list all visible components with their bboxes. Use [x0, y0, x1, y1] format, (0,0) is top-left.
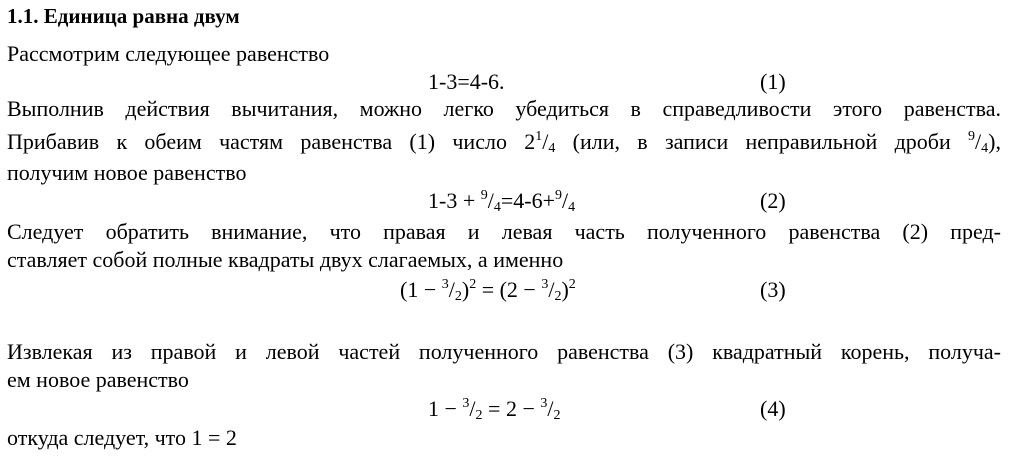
equation-2: $1-3 + ^9/_4=4-6+^9/_4$: [428, 188, 576, 215]
equation-3: $(1 - ^3/_2)^2 = (2 - ^3/_2)^2$: [400, 277, 576, 304]
equation-1-number: (1): [760, 69, 786, 94]
equation-4: $1 - ^3/_2 = 2 - ^3/_2$: [428, 396, 561, 423]
mixed-fraction-denominator: 4: [548, 141, 556, 156]
paragraph-line: ем новое равенство: [7, 367, 189, 392]
paragraph-line: Прибавив к обеим частям равенства (1) число $2^1/_4$ (или, в записи неправильной дроби $^9/_4$),: [7, 129, 1001, 156]
mixed-fraction-numerator: 1: [535, 129, 543, 144]
fraction-numerator: 9: [968, 129, 976, 144]
paragraph-line: ставляет собой полные квадраты двух слагаемых, а именно: [7, 247, 564, 272]
equation-3-number: (3): [760, 277, 786, 302]
fraction-denominator: 4: [981, 141, 989, 156]
section-heading: 1.1. Единица равна двум: [7, 4, 240, 28]
equation-4-number: (4): [760, 396, 786, 421]
paragraph-line: Следует обратить внимание, что правая и левая часть полученного равенства (2) пред-: [7, 219, 1001, 244]
equation-1: 1-3=4-6.: [428, 69, 505, 94]
paragraph-line: Выполнив действия вычитания, можно легко убедиться в справедливости этого равенства.: [7, 96, 1001, 121]
paragraph-line: получим новое равенство: [7, 160, 247, 185]
paragraph-line: откуда следует, что 1 = 2: [7, 425, 237, 450]
equation-2-number: (2): [760, 188, 786, 213]
paragraph-line: Рассмотрим следующее равенство: [7, 41, 330, 66]
paragraph-line: Извлекая из правой и левой частей полученного равенства (3) квадратный корень, получа-: [7, 339, 1001, 364]
